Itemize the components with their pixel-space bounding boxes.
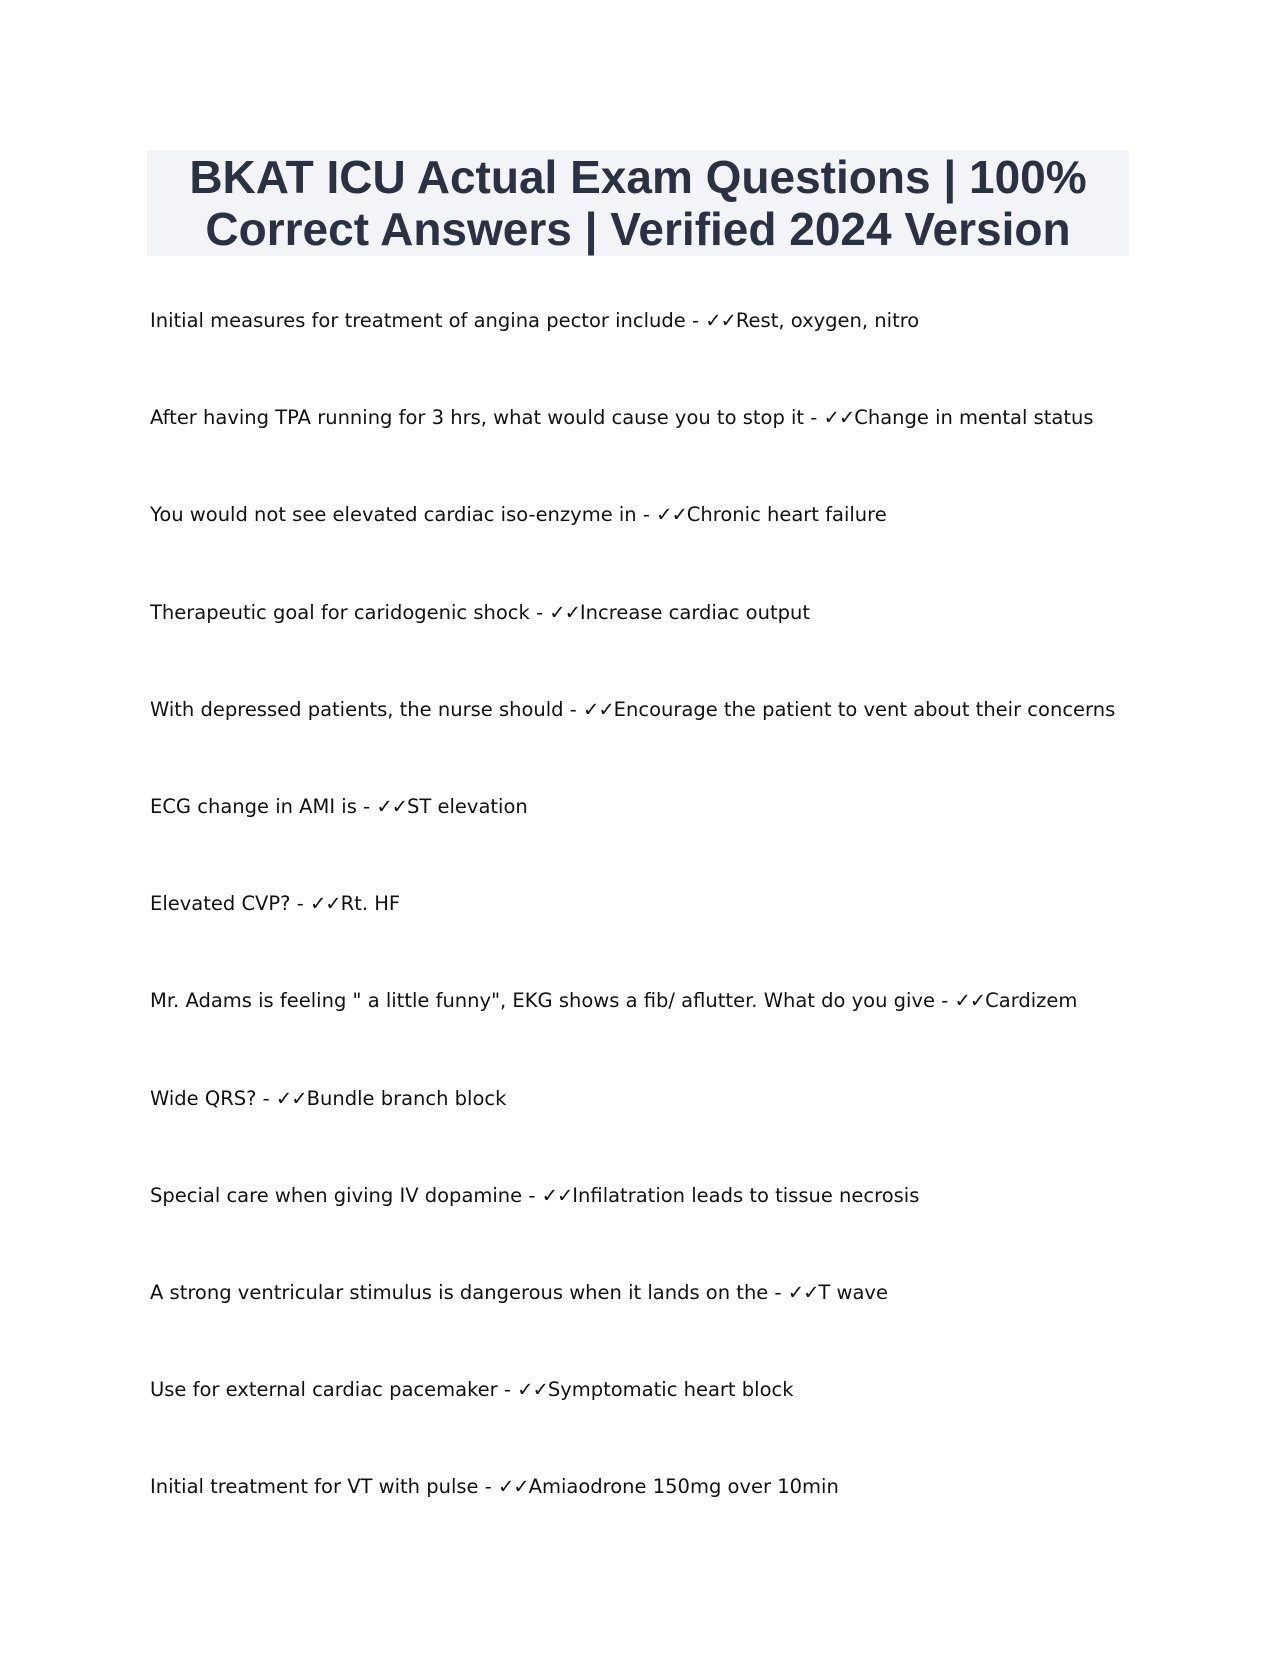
qa-question: ECG change in AMI is	[150, 794, 357, 818]
qa-question: Mr. Adams is feeling " a little funny", EKG shows a fib/ aflutter. What do you give	[150, 989, 935, 1013]
double-check-icon: ✓✓	[497, 1475, 529, 1499]
qa-answer: Increase cardiac output	[579, 600, 810, 624]
qa-separator: -	[522, 1183, 542, 1207]
double-check-icon: ✓✓	[309, 892, 341, 916]
qa-answer: Rt. HF	[340, 892, 401, 916]
qa-separator: -	[935, 989, 955, 1013]
title-line-1: BKAT ICU Actual Exam Questions | 100%	[189, 151, 1087, 203]
qa-separator: -	[497, 1378, 518, 1402]
qa-separator: -	[290, 892, 310, 916]
qa-question: Initial measures for treatment of angina pector include	[150, 309, 686, 332]
qa-separator: -	[804, 406, 824, 430]
qa-item	[150, 985, 1150, 1082]
qa-item	[150, 1471, 1150, 1568]
double-check-icon: ✓✓	[541, 1183, 573, 1207]
qa-question: Initial treatment for VT with pulse	[150, 1475, 479, 1499]
qa-separator: -	[356, 794, 377, 818]
double-check-icon: ✓✓	[376, 794, 407, 818]
double-check-icon: ✓✓	[275, 1086, 307, 1110]
qa-answer: Amiaodrone 150mg over 10min	[528, 1475, 839, 1499]
double-check-icon: ✓✓	[823, 406, 855, 430]
qa-separator: -	[478, 1475, 498, 1499]
qa-separator: -	[768, 1280, 788, 1304]
qa-question: You would not see elevated cardiac iso-enzyme in	[150, 503, 637, 527]
qa-item	[150, 1083, 1150, 1180]
qa-separator: -	[636, 503, 657, 527]
qa-answer: Rest, oxygen, nitro	[735, 309, 920, 332]
double-check-icon: ✓✓	[705, 309, 736, 332]
double-check-icon: ✓✓	[549, 600, 580, 624]
qa-answer: Encourage the patient to vent about their concerns	[613, 697, 1116, 721]
qa-question: Elevated CVP?	[150, 892, 291, 916]
qa-answer: Cardizem	[985, 989, 1078, 1013]
qa-item	[150, 402, 1150, 499]
double-check-icon: ✓✓	[656, 503, 687, 527]
qa-item	[150, 1374, 1150, 1471]
qa-list	[150, 305, 1150, 1568]
double-check-icon: ✓✓	[954, 989, 986, 1013]
qa-item	[150, 791, 1150, 888]
qa-item	[150, 694, 1150, 791]
document-title	[147, 150, 1129, 256]
double-check-icon: ✓✓	[787, 1280, 819, 1304]
qa-question: A strong ventricular stimulus is dangerous when it lands on the	[150, 1280, 769, 1304]
qa-item	[150, 597, 1150, 694]
qa-question: Use for external cardiac pacemaker	[150, 1378, 498, 1402]
qa-answer: Change in mental status	[854, 406, 1094, 430]
qa-separator: -	[529, 600, 550, 624]
qa-item	[150, 888, 1150, 985]
qa-separator: -	[685, 309, 706, 332]
qa-answer: Bundle branch block	[306, 1086, 507, 1110]
qa-question: Special care when giving IV dopamine	[150, 1183, 523, 1207]
qa-answer: Chronic heart failure	[686, 503, 887, 527]
qa-question: With depressed patients, the nurse should	[150, 697, 564, 721]
qa-separator: -	[563, 697, 583, 721]
qa-item	[150, 1277, 1150, 1374]
double-check-icon: ✓✓	[517, 1378, 548, 1402]
qa-answer: Infilatration leads to tissue necrosis	[572, 1183, 920, 1207]
qa-question: Wide QRS?	[150, 1086, 257, 1110]
qa-question: Therapeutic goal for caridogenic shock	[150, 600, 530, 624]
qa-item	[150, 1180, 1150, 1277]
double-check-icon: ✓✓	[582, 697, 614, 721]
qa-item	[150, 305, 1150, 402]
qa-separator: -	[256, 1086, 276, 1110]
qa-answer: T wave	[818, 1280, 888, 1304]
qa-answer: Symptomatic heart block	[547, 1378, 794, 1402]
title-line-2: Correct Answers | Verified 2024 Version	[205, 203, 1071, 255]
qa-item	[150, 499, 1150, 596]
qa-answer: ST elevation	[407, 794, 528, 818]
qa-question: After having TPA running for 3 hrs, what would cause you to stop it	[150, 406, 805, 430]
